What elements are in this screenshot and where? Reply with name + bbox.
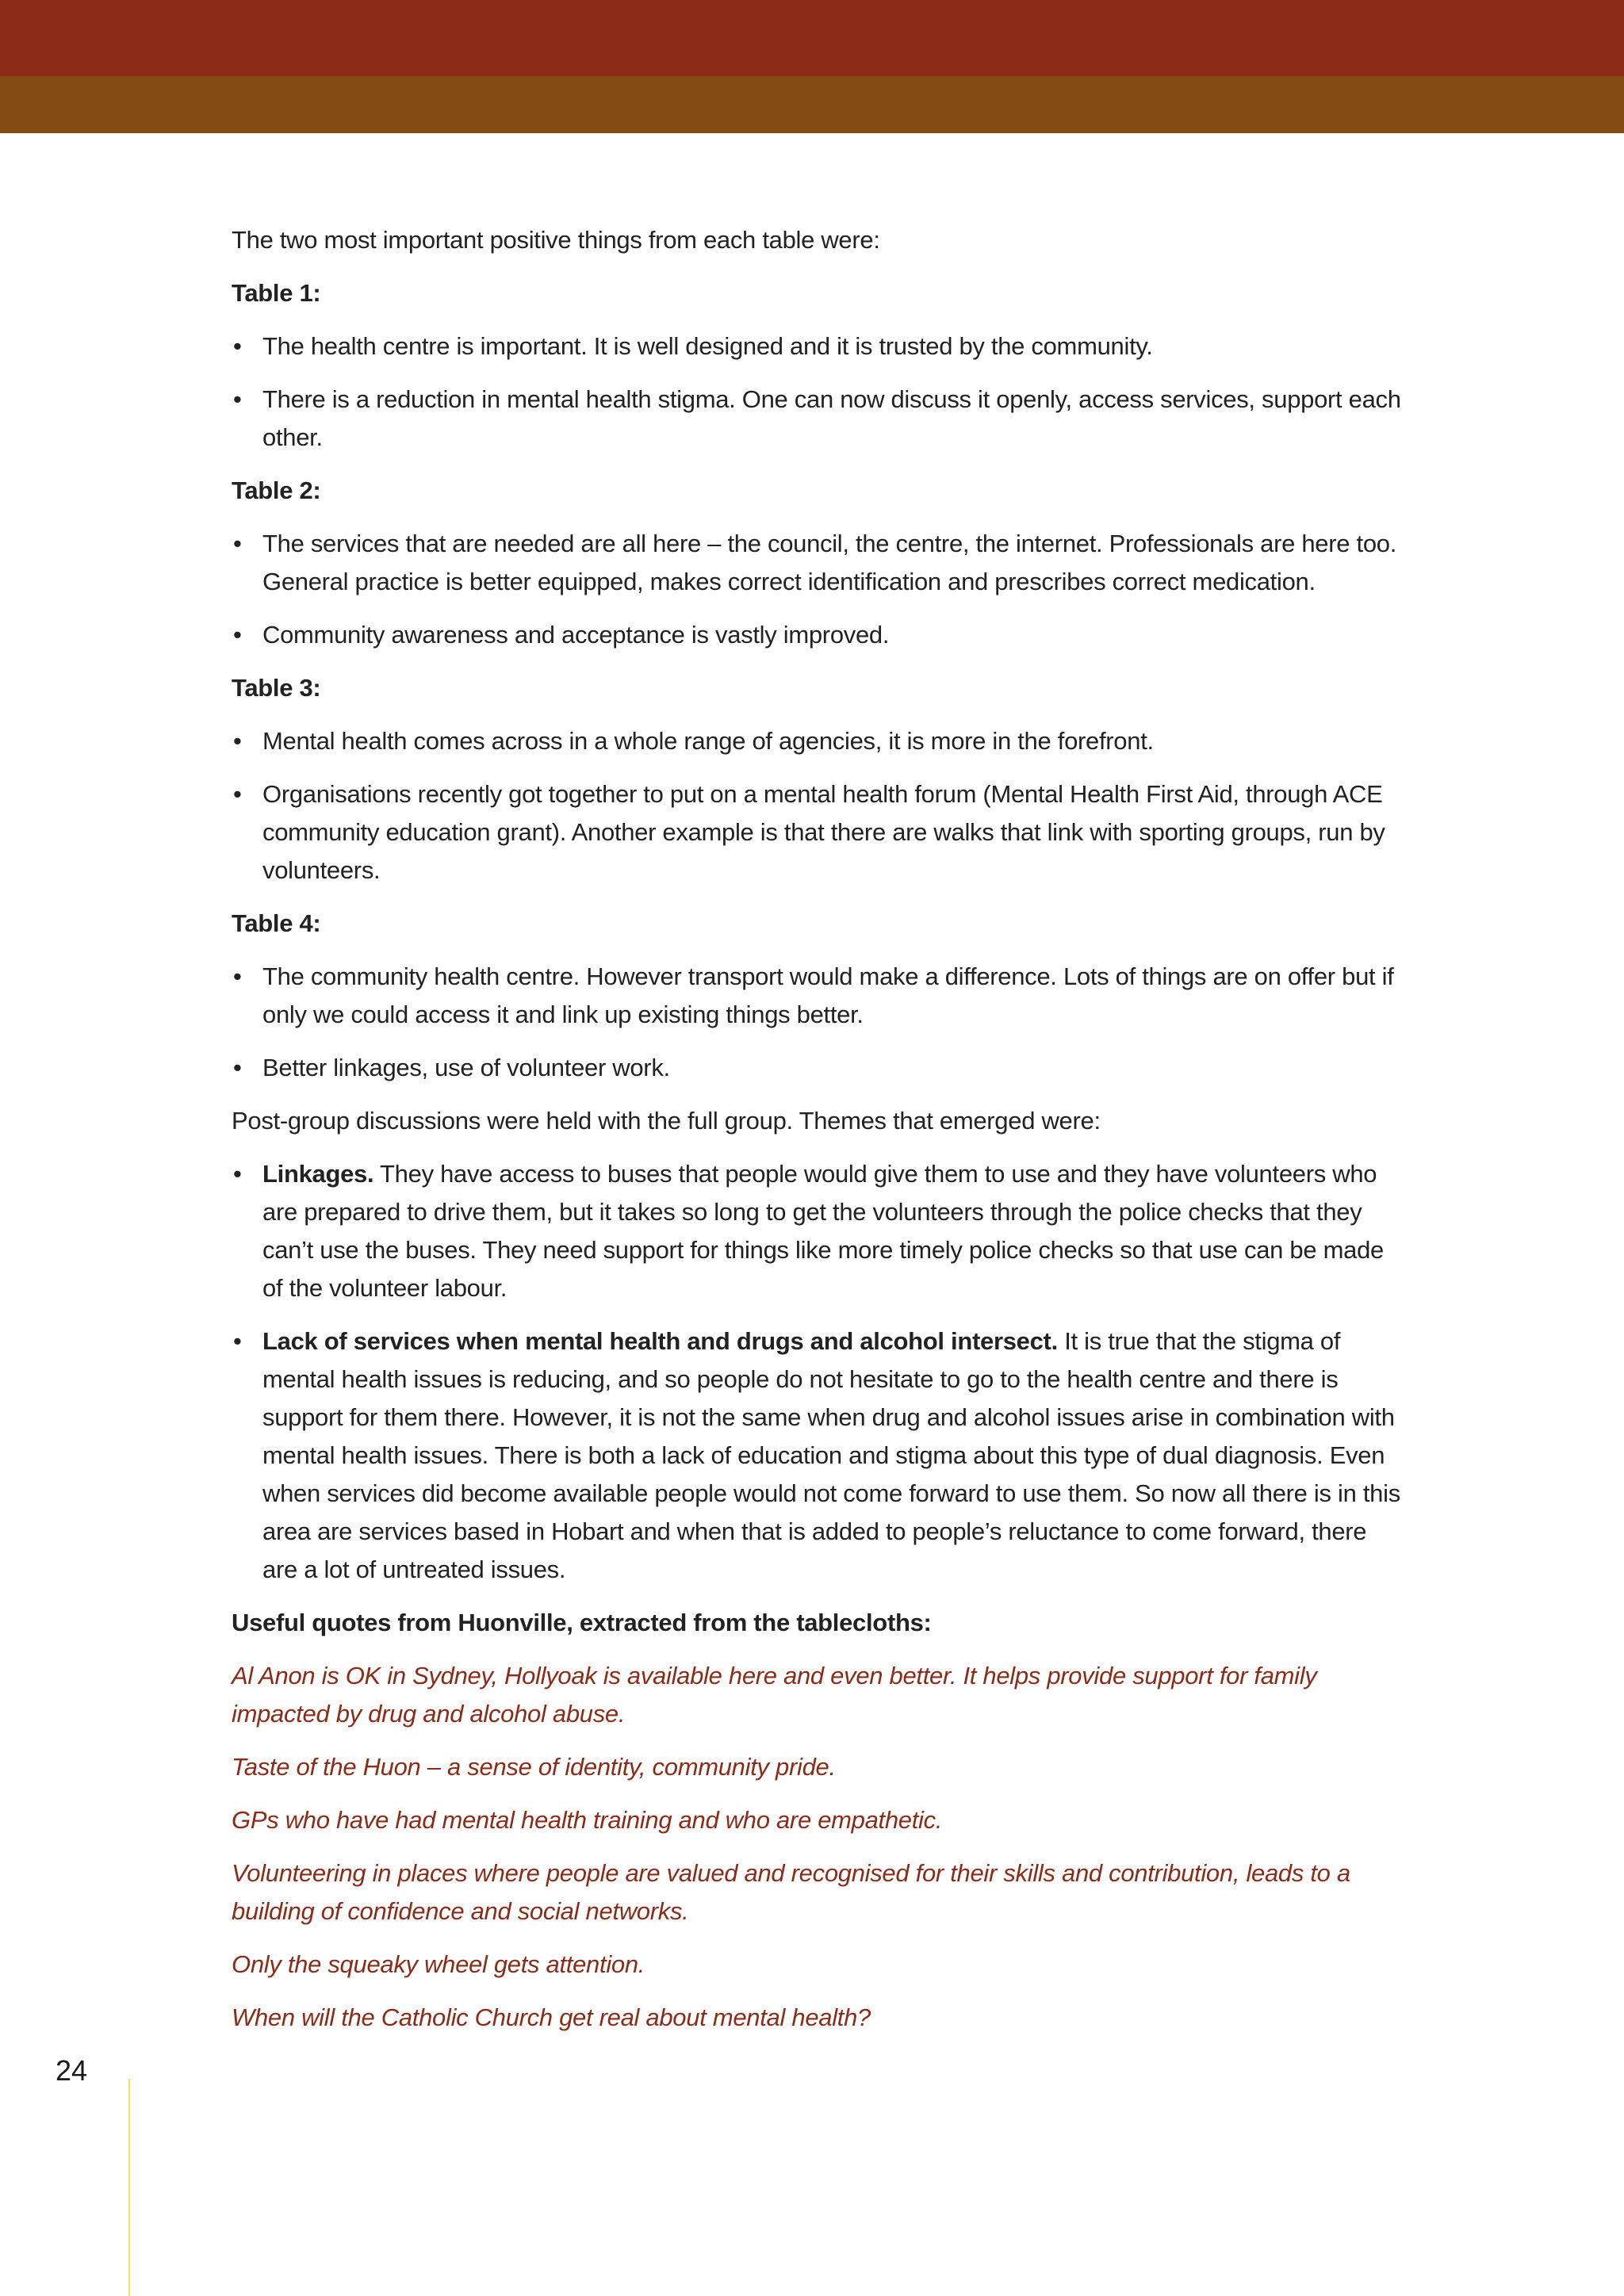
intro-paragraph: The two most important positive things from each table were: <box>232 226 880 254</box>
list-item <box>232 327 1405 365</box>
margin-rule <box>128 2079 130 2296</box>
table-section-3 <box>232 669 1405 890</box>
bullet-list <box>232 327 1405 457</box>
table-heading: Table 1: <box>232 279 321 307</box>
bullet-icon: • <box>233 385 242 413</box>
table-section-4 <box>232 905 1405 1087</box>
list-item-text: The health centre is important. It is well designed and it is trusted by the community. <box>262 332 1153 360</box>
table-heading: Table 3: <box>232 674 321 702</box>
theme-title: Linkages. <box>262 1160 374 1188</box>
list-item <box>232 775 1405 890</box>
theme-text: It is true that the stigma of mental health issues is reducing, and so people do not hesitate to go to the health centre and there is support for them there. However, it is not the same when drug and alcohol issues arise in combination with mental health issues. There is both a lack of education and stigma about this type of dual diagnosis. Even when services did become available people would not come forward to use them. So now all there is in this area are services based in Hobart and when that is added to people’s reluctance to come forward, there are a lot of untreated issues. <box>262 1327 1400 1583</box>
list-item <box>232 1155 1405 1307</box>
bullet-icon: • <box>233 1327 242 1355</box>
quote-paragraph: Volunteering in places where people are valued and recognised for their skills and contribution, leads to a building of confidence and social networks. <box>232 1859 1350 1925</box>
bullet-icon: • <box>233 1160 242 1188</box>
theme-title: Lack of services when mental health and drugs and alcohol intersect. <box>262 1327 1058 1355</box>
bullet-icon: • <box>233 332 242 360</box>
list-item <box>232 616 1405 654</box>
bullet-icon: • <box>233 1054 242 1081</box>
quote-paragraph: Taste of the Huon – a sense of identity, community pride. <box>232 1753 836 1781</box>
header-band-bottom <box>0 76 1624 133</box>
table-heading: Table 4: <box>232 909 321 937</box>
list-item <box>232 958 1405 1034</box>
quotes-heading: Useful quotes from Huonville, extracted from the tablecloths: <box>232 1609 932 1636</box>
list-item-text: Mental health comes across in a whole range of agencies, it is more in the forefront. <box>262 727 1154 755</box>
list-item-text: The community health centre. However transport would make a difference. Lots of things are on offer but if only we could access it and link up existing things better. <box>262 962 1394 1028</box>
quote-paragraph: When will the Catholic Church get real about mental health? <box>232 2003 871 2031</box>
quote-paragraph: GPs who have had mental health training and who are empathetic. <box>232 1806 943 1834</box>
themes-intro-paragraph: Post-group discussions were held with the full group. Themes that emerged were: <box>232 1107 1101 1135</box>
theme-text: They have access to buses that people would give them to use and they have volunteers who are prepared to drive them, but it takes so long to get the volunteers through the police checks that they can’t use the buses. They need support for things like more timely police checks so that use can be made of the volunteer labour. <box>262 1160 1384 1302</box>
list-item-text: The services that are needed are all here – the council, the centre, the internet. Professionals are here too. General practice is better equipped, makes correct identification and prescribes correct medication. <box>262 530 1397 595</box>
bullet-icon: • <box>233 621 242 649</box>
quote-paragraph: Only the squeaky wheel gets attention. <box>232 1950 645 1978</box>
list-item <box>232 381 1405 457</box>
quote-paragraph: Al Anon is OK in Sydney, Hollyoak is available here and even better. It helps provide support for family impacted by drug and alcohol abuse. <box>232 1662 1317 1728</box>
bullet-icon: • <box>233 780 242 808</box>
table-section-1 <box>232 274 1405 457</box>
list-item <box>232 1322 1405 1589</box>
bullet-list <box>232 525 1405 654</box>
bullet-list <box>232 722 1405 890</box>
bullet-icon: • <box>233 530 242 557</box>
list-item <box>232 1049 1405 1087</box>
list-item-text: Organisations recently got together to put on a mental health forum (Mental Health First Aid, through ACE community education grant). Another example is that there are walks that link with sporting groups, run by volunteers. <box>262 780 1385 884</box>
list-item <box>232 722 1405 760</box>
list-item-text: There is a reduction in mental health stigma. One can now discuss it openly, access services, support each other. <box>262 385 1401 451</box>
page-content <box>232 221 1405 2052</box>
list-item-text: Community awareness and acceptance is vastly improved. <box>262 621 890 649</box>
themes-list <box>232 1155 1405 1589</box>
header-band-top <box>0 0 1624 76</box>
table-heading: Table 2: <box>232 476 321 504</box>
list-item <box>232 525 1405 601</box>
table-section-2 <box>232 472 1405 654</box>
bullet-icon: • <box>233 727 242 755</box>
list-item-text: Better linkages, use of volunteer work. <box>262 1054 670 1081</box>
bullet-icon: • <box>233 962 242 990</box>
bullet-list <box>232 958 1405 1087</box>
page-number: 24 <box>56 2054 88 2087</box>
